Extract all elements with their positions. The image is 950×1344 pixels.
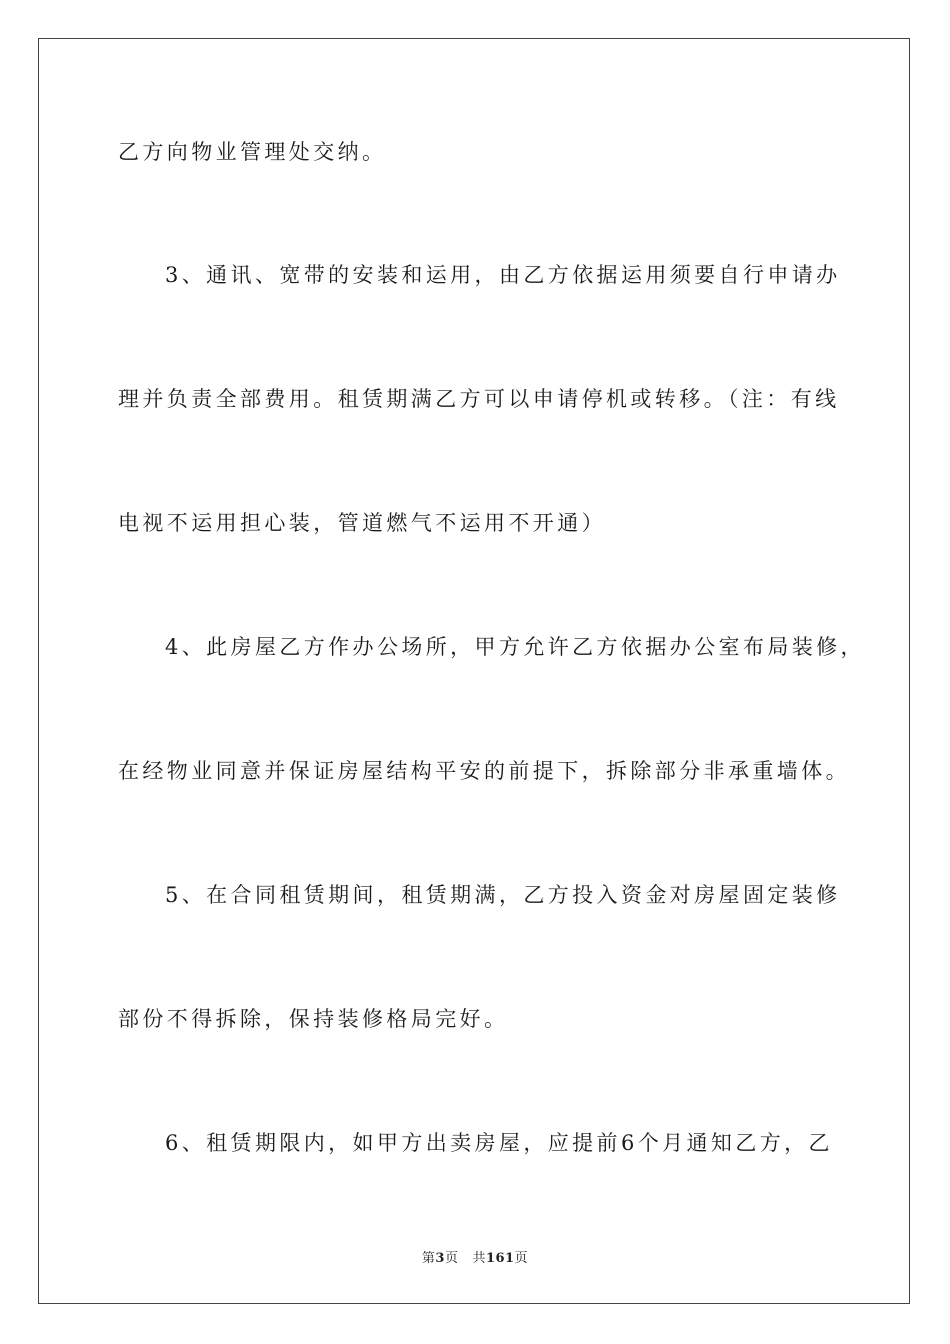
- total-suffix: 页: [514, 1251, 529, 1266]
- page-number: 3: [435, 1251, 445, 1266]
- body-line-5: 4、此房屋乙方作办公场所，甲方允许乙方依据办公室布局装修，: [165, 635, 865, 659]
- total-pages: 161: [485, 1251, 515, 1266]
- page-border: [38, 38, 910, 1304]
- page-footer: [0, 1247, 950, 1266]
- body-line-9: 6、租赁期限内，如甲方出卖房屋，应提前6个月通知乙方，乙: [165, 1131, 833, 1155]
- body-line-2: 3、通讯、宽带的安装和运用，由乙方依据运用须要自行申请办: [165, 263, 841, 287]
- body-line-1: 乙方向物业管理处交纳。: [118, 140, 387, 164]
- body-line-6: 在经物业同意并保证房屋结构平安的前提下，拆除部分非承重墙体。: [118, 759, 850, 783]
- body-line-7: 5、在合同租赁期间，租赁期满，乙方投入资金对房屋固定装修: [165, 883, 841, 907]
- body-line-8: 部份不得拆除，保持装修格局完好。: [118, 1007, 509, 1031]
- body-line-4: 电视不运用担心装，管道燃气不运用不开通）: [118, 511, 606, 535]
- page-suffix: 页: [444, 1251, 459, 1266]
- body-line-3: 理并负责全部费用。租赁期满乙方可以申请停机或转移。（注：有线: [118, 387, 840, 411]
- page-prefix: 第: [421, 1251, 436, 1266]
- total-prefix: 共: [472, 1251, 486, 1266]
